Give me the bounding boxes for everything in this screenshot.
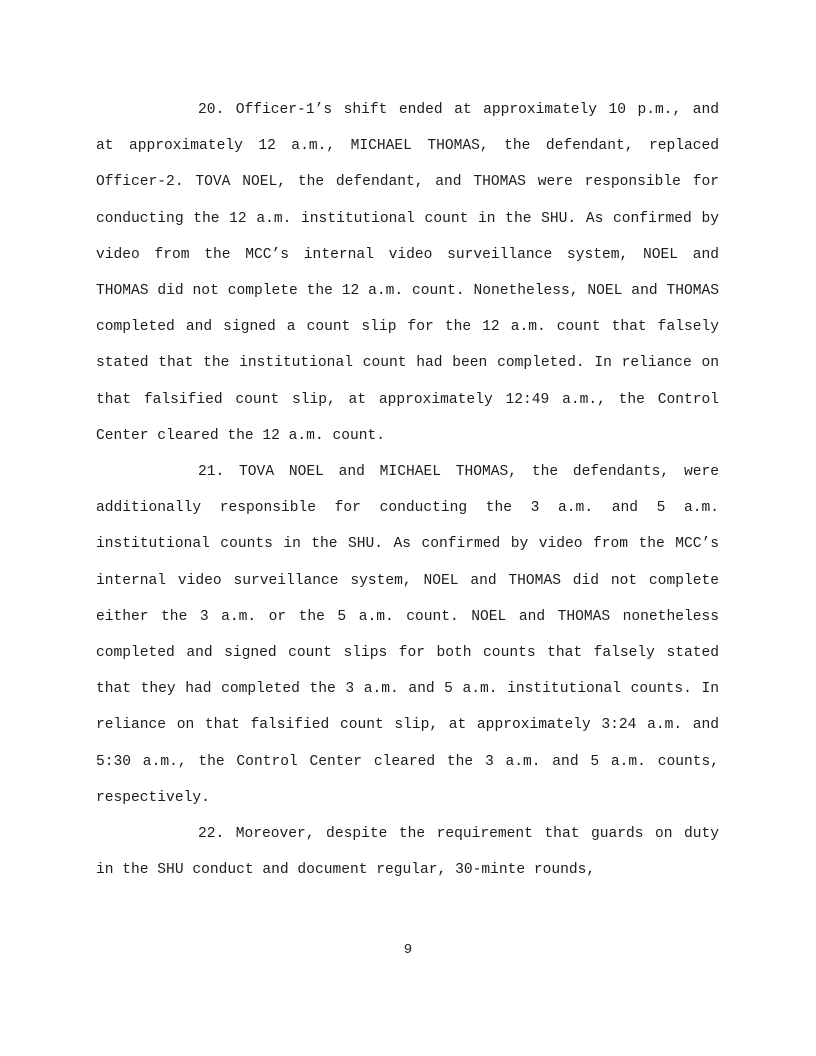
body-text (96, 92, 719, 888)
paragraph-21: 21. TOVA NOEL and MICHAEL THOMAS, the defendants, were additionally responsible for conducting the 3 a.m. and 5 a.m. institutional counts in the SHU. As confirmed by video from the MCC’s internal video surveillance system, NOEL and THOMAS did not complete either the 3 a.m. or the 5 a.m. count. NOEL and THOMAS nonetheless completed and signed count slips for both counts that falsely stated that they had completed the 3 a.m. and 5 a.m. institutional counts. In reliance on that falsified count slip, at approximately 3:24 a.m. and 5:30 a.m., the Control Center cleared the 3 a.m. and 5 a.m. counts, respectively. (96, 464, 719, 806)
paragraph-20: 20. Officer-1’s shift ended at approximately 10 p.m., and at approximately 12 a.m., MICHAEL THOMAS, the defendant, replaced Officer-2. TOVA NOEL, the defendant, and THOMAS were responsible for conducting the 12 a.m. institutional count in the SHU. As confirmed by video from the MCC’s internal video surveillance system, NOEL and THOMAS did not complete the 12 a.m. count. Nonetheless, NOEL and THOMAS completed and signed a count slip for the 12 a.m. count that falsely stated that the institutional count had been completed. In reliance on that falsified count slip, at approximately 12:49 a.m., the Control Center cleared the 12 a.m. count. (96, 102, 719, 444)
page-number: 9 (403, 942, 413, 958)
paragraph-22: 22. Moreover, despite the requirement that guards on duty in the SHU conduct and document regular, 30-minte rounds, (96, 826, 719, 879)
